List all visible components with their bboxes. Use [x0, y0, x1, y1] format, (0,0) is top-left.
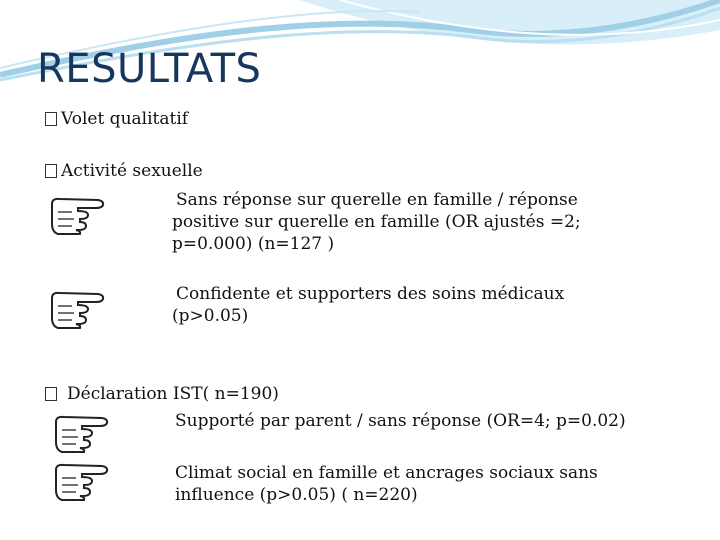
- bullet-box-icon: [45, 387, 57, 401]
- activite-point-1-line-2: positive sur querelle en famille (OR ajustés =2;: [172, 212, 581, 232]
- bullet-box-icon: [45, 164, 57, 178]
- volet-label: Volet qualitatif: [61, 109, 189, 129]
- declaration-point-2: [175, 462, 598, 506]
- pointing-hand-icon: [48, 288, 106, 330]
- declaration-point-2-line-1: Climat social en famille et ancrages sociaux sans: [175, 463, 598, 483]
- volet-qualitatif-line: [45, 108, 188, 130]
- page-title: RESULTATS: [37, 46, 262, 92]
- activite-sexuelle-line: [45, 160, 203, 182]
- declaration-point-1-text: Supporté par parent / sans réponse (OR=4; p=0.02): [175, 411, 626, 431]
- activite-label: Activité sexuelle: [61, 161, 203, 181]
- pointing-hand-icon: [52, 460, 110, 502]
- activite-point-2-line-2: (p>0.05): [172, 306, 249, 326]
- activite-point-2-line-1: Confidente et supporters des soins médicaux: [176, 284, 565, 304]
- declaration-label: Déclaration IST( n=190): [67, 384, 279, 404]
- activite-point-2: [172, 283, 564, 327]
- declaration-point-2-line-2: influence (p>0.05) ( n=220): [175, 485, 418, 505]
- declaration-point-1: [175, 410, 626, 432]
- pointing-hand-icon: [48, 194, 106, 236]
- activite-point-1: [172, 189, 581, 255]
- declaration-ist-line: [45, 383, 279, 405]
- activite-point-1-line-1: Sans réponse sur querelle en famille / réponse: [176, 190, 578, 210]
- bullet-box-icon: [45, 112, 57, 126]
- activite-point-1-line-3: p=0.000) (n=127 ): [172, 234, 335, 254]
- pointing-hand-icon: [52, 412, 110, 454]
